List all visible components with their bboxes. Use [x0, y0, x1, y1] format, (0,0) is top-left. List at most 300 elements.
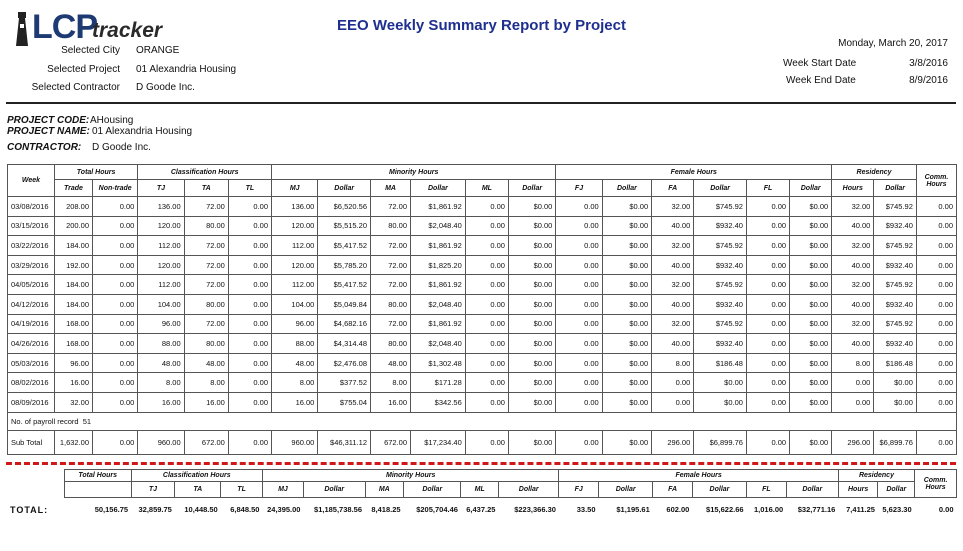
value-cell: 32.00: [832, 197, 874, 217]
value-cell: 72.00: [371, 314, 411, 334]
value-cell: 0.00: [93, 392, 138, 412]
value-cell: $745.92: [874, 197, 917, 217]
grand-total-cell: 0.00: [938, 505, 954, 515]
column-header-row: [8, 180, 957, 197]
value-cell: 0.00: [746, 275, 789, 295]
value-cell: $0.00: [508, 373, 555, 393]
value-cell: 80.00: [184, 294, 228, 314]
value-cell: 72.00: [184, 236, 228, 256]
value-cell: 0.00: [916, 216, 956, 236]
value-cell: 184.00: [54, 275, 92, 295]
total-column-header: TL: [221, 482, 263, 498]
value-cell: $0.00: [790, 373, 832, 393]
value-cell: 32.00: [832, 314, 874, 334]
subtotal-cell: $46,311.12: [318, 430, 371, 454]
group-header-row: [8, 165, 957, 180]
value-cell: 0.00: [465, 197, 508, 217]
grand-total-cell: 33.50: [576, 505, 596, 515]
value-cell: 168.00: [54, 314, 92, 334]
value-cell: 32.00: [652, 197, 694, 217]
value-cell: $0.00: [602, 314, 651, 334]
grand-total-cell: 1,016.00: [753, 505, 784, 515]
value-cell: 72.00: [371, 255, 411, 275]
subtotal-cell: $17,234.40: [411, 430, 466, 454]
value-cell: 0.00: [465, 353, 508, 373]
payroll-row: [8, 412, 957, 430]
value-cell: 0.00: [93, 373, 138, 393]
value-cell: $745.92: [694, 314, 747, 334]
value-cell: 0.00: [465, 236, 508, 256]
value-cell: 0.00: [93, 314, 138, 334]
value-cell: $0.00: [508, 197, 555, 217]
value-cell: 16.00: [184, 392, 228, 412]
value-cell: $0.00: [602, 216, 651, 236]
week-end-label: Week End Date: [786, 75, 856, 86]
total-comm-header: Comm. Hours: [915, 470, 957, 498]
value-cell: 168.00: [54, 334, 92, 354]
value-cell: 0.00: [746, 236, 789, 256]
value-cell: 40.00: [832, 255, 874, 275]
value-cell: $0.00: [508, 236, 555, 256]
value-cell: 72.00: [184, 275, 228, 295]
value-cell: 48.00: [371, 353, 411, 373]
value-cell: 0.00: [916, 236, 956, 256]
value-cell: 72.00: [371, 197, 411, 217]
subtotal-cell: 960.00: [138, 430, 184, 454]
report-date: Monday, March 20, 2017: [838, 38, 948, 49]
grand-total-table: [7, 469, 957, 522]
value-cell: 96.00: [54, 353, 92, 373]
value-cell: 0.00: [916, 294, 956, 314]
value-cell: $0.00: [602, 353, 651, 373]
value-cell: $0.00: [602, 197, 651, 217]
value-cell: 0.00: [916, 255, 956, 275]
column-header: Dollar: [508, 180, 555, 197]
value-cell: $0.00: [602, 275, 651, 295]
week-cell: 03/22/2016: [8, 236, 55, 256]
value-cell: $932.40: [874, 294, 917, 314]
value-cell: 104.00: [272, 294, 318, 314]
table-row: [8, 353, 957, 373]
value-cell: 8.00: [138, 373, 184, 393]
subtotal-cell: $6,899.76: [694, 430, 747, 454]
value-cell: $0.00: [508, 353, 555, 373]
value-cell: 104.00: [138, 294, 184, 314]
value-cell: 0.00: [916, 392, 956, 412]
value-cell: 32.00: [832, 275, 874, 295]
value-cell: 16.00: [54, 373, 92, 393]
value-cell: $932.40: [874, 334, 917, 354]
value-cell: $0.00: [508, 216, 555, 236]
value-cell: $0.00: [602, 255, 651, 275]
value-cell: 112.00: [272, 275, 318, 295]
grand-total-cell: 602.00: [666, 505, 690, 515]
value-cell: 0.00: [746, 314, 789, 334]
value-cell: $171.28: [411, 373, 466, 393]
week-cell: 08/09/2016: [8, 392, 55, 412]
value-cell: $745.92: [874, 275, 917, 295]
value-cell: $932.40: [694, 294, 747, 314]
grand-total-cell: 8,418.25: [371, 505, 401, 515]
value-cell: 0.00: [465, 392, 508, 412]
value-cell: 40.00: [652, 216, 694, 236]
value-cell: 0.00: [916, 353, 956, 373]
value-cell: $0.00: [790, 197, 832, 217]
value-cell: $377.52: [318, 373, 371, 393]
value-cell: $0.00: [508, 255, 555, 275]
value-cell: $5,785.20: [318, 255, 371, 275]
female-hours-header: Female Hours: [556, 165, 832, 180]
column-header: TJ: [138, 180, 184, 197]
week-start-label: Week Start Date: [783, 58, 857, 69]
value-cell: $1,861.92: [411, 275, 466, 295]
value-cell: $0.00: [790, 275, 832, 295]
subtotal-cell: $0.00: [602, 430, 651, 454]
column-header: TA: [184, 180, 228, 197]
value-cell: 0.00: [916, 314, 956, 334]
value-cell: 0.00: [556, 334, 602, 354]
selected-contractor-value: D Goode Inc.: [136, 82, 195, 93]
value-cell: 40.00: [832, 334, 874, 354]
total-column-header: Dollar: [878, 482, 915, 498]
weekly-summary-table: [7, 164, 957, 455]
value-cell: $0.00: [602, 334, 651, 354]
subtotal-cell: 0.00: [916, 430, 956, 454]
value-cell: $342.56: [411, 392, 466, 412]
header-divider: [6, 102, 956, 104]
column-header: ML: [465, 180, 508, 197]
grand-total-cell: 24,395.00: [267, 505, 301, 515]
value-cell: 0.00: [93, 294, 138, 314]
value-cell: 112.00: [272, 236, 318, 256]
value-cell: 0.00: [93, 236, 138, 256]
value-cell: 8.00: [652, 353, 694, 373]
table-row: [8, 236, 957, 256]
value-cell: $0.00: [602, 392, 651, 412]
table-row: [8, 314, 957, 334]
value-cell: $5,417.52: [318, 236, 371, 256]
value-cell: 80.00: [371, 216, 411, 236]
value-cell: 0.00: [746, 197, 789, 217]
value-cell: $932.40: [874, 255, 917, 275]
value-cell: 0.00: [228, 294, 271, 314]
residency-header: Residency: [832, 165, 917, 180]
value-cell: 184.00: [54, 294, 92, 314]
value-cell: $0.00: [694, 392, 747, 412]
column-header: MA: [371, 180, 411, 197]
value-cell: 72.00: [184, 197, 228, 217]
total-column-header: Dollar: [599, 482, 653, 498]
subtotal-cell: 0.00: [93, 430, 138, 454]
value-cell: $186.48: [694, 353, 747, 373]
value-cell: 0.00: [228, 236, 271, 256]
value-cell: 0.00: [746, 255, 789, 275]
grand-total-cell: $1,195.61: [616, 505, 650, 515]
value-cell: 120.00: [138, 255, 184, 275]
value-cell: 32.00: [832, 236, 874, 256]
week-cell: 04/05/2016: [8, 275, 55, 295]
selected-project-value: 01 Alexandria Housing: [136, 64, 237, 75]
value-cell: $2,048.40: [411, 334, 466, 354]
value-cell: 0.00: [93, 275, 138, 295]
value-cell: 0.00: [916, 373, 956, 393]
column-header: Dollar: [874, 180, 917, 197]
grand-total-cell: 6,437.25: [466, 505, 496, 515]
value-cell: 72.00: [184, 255, 228, 275]
project-name-label: PROJECT NAME:: [7, 126, 90, 137]
value-cell: $932.40: [694, 255, 747, 275]
value-cell: 120.00: [272, 216, 318, 236]
week-cell: 04/26/2016: [8, 334, 55, 354]
value-cell: 32.00: [652, 314, 694, 334]
value-cell: $5,417.52: [318, 275, 371, 295]
value-cell: 16.00: [371, 392, 411, 412]
week-cell: 03/29/2016: [8, 255, 55, 275]
value-cell: $0.00: [790, 216, 832, 236]
total-column-header: FL: [747, 482, 787, 498]
value-cell: 136.00: [272, 197, 318, 217]
subtotal-label: Sub Total: [8, 430, 55, 454]
value-cell: 0.00: [465, 275, 508, 295]
value-cell: 0.00: [556, 197, 602, 217]
subtotal-cell: $0.00: [508, 430, 555, 454]
total-column-header: MA: [365, 482, 404, 498]
value-cell: $932.40: [874, 216, 917, 236]
total-minority-header: Minority Hours: [262, 470, 558, 482]
value-cell: 32.00: [652, 275, 694, 295]
value-cell: 72.00: [371, 275, 411, 295]
value-cell: 0.00: [556, 373, 602, 393]
column-header: FJ: [556, 180, 602, 197]
minority-hours-header: Minority Hours: [272, 165, 556, 180]
value-cell: 0.00: [93, 197, 138, 217]
contractor-value: D Goode Inc.: [92, 142, 151, 153]
value-cell: $0.00: [694, 373, 747, 393]
value-cell: 0.00: [465, 255, 508, 275]
column-header: Hours: [832, 180, 874, 197]
total-column-header: FA: [653, 482, 693, 498]
report-title: EEO Weekly Summary Report by Project: [337, 17, 626, 34]
subtotal-cell: 1,632.00: [54, 430, 92, 454]
value-cell: 96.00: [138, 314, 184, 334]
value-cell: $0.00: [508, 294, 555, 314]
table-row: [8, 373, 957, 393]
value-cell: 0.00: [832, 373, 874, 393]
value-cell: 80.00: [371, 334, 411, 354]
grand-total-cell: $15,622.66: [706, 505, 744, 515]
value-cell: $745.92: [874, 314, 917, 334]
total-female-header: Female Hours: [559, 470, 838, 482]
total-column-header: TJ: [131, 482, 175, 498]
value-cell: 96.00: [272, 314, 318, 334]
value-cell: 0.00: [746, 216, 789, 236]
grand-total-cell: $205,704.46: [416, 505, 458, 515]
value-cell: 0.00: [228, 275, 271, 295]
comm-hours-header: Comm. Hours: [916, 165, 956, 197]
value-cell: 40.00: [652, 294, 694, 314]
logo-lcp: LCP: [32, 8, 97, 46]
column-header: TL: [228, 180, 271, 197]
subtotal-cell: $6,899.76: [874, 430, 917, 454]
grand-total-cell: 50,156.75: [94, 505, 129, 515]
total-column-header: MJ: [262, 482, 303, 498]
value-cell: $6,520.56: [318, 197, 371, 217]
grand-total-cell: $32,771.16: [797, 505, 836, 515]
total-column-header: FJ: [559, 482, 599, 498]
value-cell: 0.00: [93, 334, 138, 354]
subtotal-cell: 296.00: [832, 430, 874, 454]
value-cell: 32.00: [54, 392, 92, 412]
week-cell: 03/15/2016: [8, 216, 55, 236]
subtotal-cell: 0.00: [465, 430, 508, 454]
selected-project-label: Selected Project: [47, 64, 120, 75]
value-cell: 0.00: [465, 373, 508, 393]
total-column-header-row: [7, 482, 957, 498]
value-cell: 0.00: [556, 275, 602, 295]
value-cell: 0.00: [228, 197, 271, 217]
value-cell: 0.00: [916, 275, 956, 295]
value-cell: 0.00: [228, 255, 271, 275]
value-cell: 0.00: [746, 294, 789, 314]
value-cell: 16.00: [138, 392, 184, 412]
value-cell: 0.00: [746, 334, 789, 354]
value-cell: $2,476.08: [318, 353, 371, 373]
table-row: [8, 392, 957, 412]
column-header: FL: [746, 180, 789, 197]
payroll-value: 51: [82, 416, 92, 426]
column-header: MJ: [272, 180, 318, 197]
week-cell: 05/03/2016: [8, 353, 55, 373]
value-cell: 40.00: [652, 334, 694, 354]
value-cell: $0.00: [790, 392, 832, 412]
value-cell: 200.00: [54, 216, 92, 236]
value-cell: 0.00: [916, 334, 956, 354]
value-cell: $745.92: [694, 275, 747, 295]
week-start-value: 3/8/2016: [909, 58, 948, 69]
payroll-label: No. of payroll record: [11, 416, 79, 426]
value-cell: $186.48: [874, 353, 917, 373]
total-column-header: Dollar: [498, 482, 558, 498]
total-column-header: Dollar: [303, 482, 365, 498]
value-cell: $0.00: [508, 314, 555, 334]
table-row: [8, 275, 957, 295]
selected-city-value: ORANGE: [136, 45, 180, 56]
value-cell: $0.00: [508, 334, 555, 354]
week-cell: 03/08/2016: [8, 197, 55, 217]
value-cell: 80.00: [184, 216, 228, 236]
week-cell: 04/19/2016: [8, 314, 55, 334]
value-cell: 16.00: [272, 392, 318, 412]
value-cell: 136.00: [138, 197, 184, 217]
value-cell: 208.00: [54, 197, 92, 217]
value-cell: 88.00: [138, 334, 184, 354]
grand-total-cell: 7,411.25: [846, 505, 875, 515]
value-cell: $4,682.16: [318, 314, 371, 334]
value-cell: 48.00: [184, 353, 228, 373]
column-header: FA: [652, 180, 694, 197]
table-row: [8, 294, 957, 314]
value-cell: $0.00: [790, 353, 832, 373]
value-cell: $2,048.40: [411, 216, 466, 236]
total-column-header: Dollar: [404, 482, 461, 498]
grand-total-label: TOTAL:: [10, 504, 49, 515]
total-total-hours-header: Total Hours: [64, 470, 131, 482]
value-cell: 120.00: [272, 255, 318, 275]
value-cell: $1,825.20: [411, 255, 466, 275]
subtotal-cell: 0.00: [228, 430, 271, 454]
table-row: [8, 197, 957, 217]
value-cell: 0.00: [228, 314, 271, 334]
subtotal-cell: 672.00: [184, 430, 228, 454]
value-cell: 80.00: [184, 334, 228, 354]
column-header: Dollar: [318, 180, 371, 197]
week-cell: 04/12/2016: [8, 294, 55, 314]
value-cell: 0.00: [465, 294, 508, 314]
value-cell: 0.00: [832, 392, 874, 412]
value-cell: 0.00: [652, 392, 694, 412]
total-hours-header: Total Hours: [54, 165, 137, 180]
value-cell: 0.00: [556, 255, 602, 275]
logo-tracker: tracker: [92, 19, 163, 42]
value-cell: 0.00: [746, 353, 789, 373]
value-cell: 8.00: [272, 373, 318, 393]
total-residency-header: Residency: [838, 470, 914, 482]
value-cell: 0.00: [556, 314, 602, 334]
value-cell: 192.00: [54, 255, 92, 275]
value-cell: $1,861.92: [411, 197, 466, 217]
grand-total-cell: $223,366.30: [514, 505, 556, 515]
value-cell: 0.00: [556, 236, 602, 256]
value-cell: $745.92: [874, 236, 917, 256]
grand-total-cell: 5,623.30: [882, 505, 912, 515]
value-cell: 40.00: [832, 216, 874, 236]
value-cell: 48.00: [138, 353, 184, 373]
subtotal-cell: 0.00: [556, 430, 602, 454]
value-cell: $1,302.48: [411, 353, 466, 373]
total-column-header: Hours: [838, 482, 878, 498]
value-cell: $0.00: [790, 314, 832, 334]
value-cell: 0.00: [556, 353, 602, 373]
subtotal-cell: 296.00: [652, 430, 694, 454]
column-header: Dollar: [694, 180, 747, 197]
project-name-value: 01 Alexandria Housing: [92, 126, 193, 137]
column-header: Dollar: [411, 180, 466, 197]
week-cell: 08/02/2016: [8, 373, 55, 393]
value-cell: 8.00: [371, 373, 411, 393]
value-cell: $2,048.40: [411, 294, 466, 314]
value-cell: 88.00: [272, 334, 318, 354]
column-header: Dollar: [602, 180, 651, 197]
value-cell: 32.00: [652, 236, 694, 256]
value-cell: 0.00: [746, 392, 789, 412]
value-cell: $0.00: [602, 294, 651, 314]
value-cell: 0.00: [228, 216, 271, 236]
week-end-value: 8/9/2016: [909, 75, 948, 86]
value-cell: 0.00: [465, 314, 508, 334]
value-cell: $0.00: [790, 294, 832, 314]
classification-hours-header: Classification Hours: [138, 165, 272, 180]
subtotal-row: [8, 430, 957, 454]
total-group-header-row: [7, 470, 957, 482]
value-cell: $932.40: [694, 334, 747, 354]
value-cell: $0.00: [790, 236, 832, 256]
report-separator: [6, 462, 956, 465]
value-cell: 0.00: [465, 334, 508, 354]
contractor-label: CONTRACTOR:: [7, 142, 82, 153]
value-cell: 0.00: [556, 216, 602, 236]
value-cell: $4,314.48: [318, 334, 371, 354]
value-cell: 80.00: [371, 294, 411, 314]
